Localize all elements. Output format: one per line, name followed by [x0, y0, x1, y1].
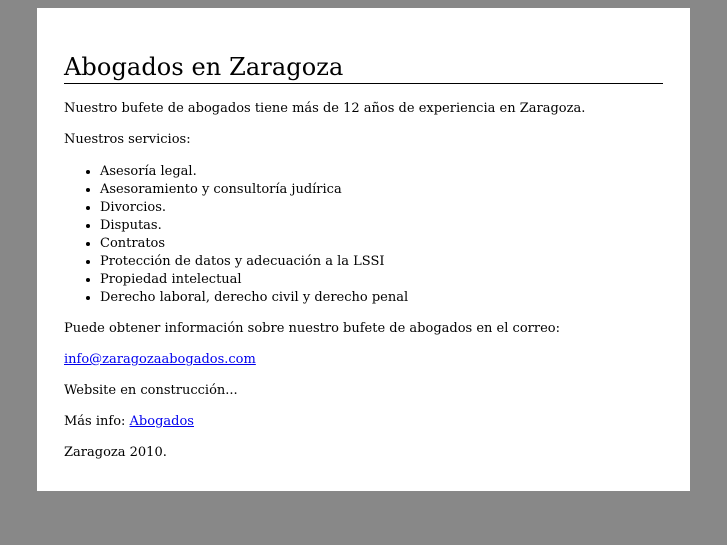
list-item: • Divorcios.	[100, 199, 663, 217]
list-item: • Disputas.	[100, 217, 663, 235]
list-item: • Protección de datos y adecuación a la LSSI	[100, 253, 663, 271]
list-item: • Asesoría legal.	[100, 163, 663, 181]
content-panel	[37, 8, 690, 491]
services-label: Nuestros servicios:	[64, 132, 191, 147]
more-info-line	[64, 414, 663, 430]
construction-text: Website en construcción...	[64, 383, 238, 398]
services-list	[64, 163, 663, 307]
list-item: • Derecho laboral, derecho civil y derecho penal	[100, 289, 663, 307]
abogados-link[interactable]: Abogados	[129, 414, 194, 429]
email-line	[64, 352, 663, 368]
list-item: • Contratos	[100, 235, 663, 253]
email-link[interactable]: info@zaragozaabogados.com	[64, 352, 256, 367]
contact-text: Puede obtener información sobre nuestro bufete de abogados en el correo:	[64, 321, 560, 336]
more-info-prefix: Más info:	[64, 414, 130, 429]
footer-text: Zaragoza 2010.	[64, 445, 167, 460]
list-item: • Asesoramiento y consultoría judírica	[100, 181, 663, 199]
list-item: • Propiedad intelectual	[100, 271, 663, 289]
intro-text: Nuestro bufete de abogados tiene más de 12 años de experiencia en Zaragoza.	[64, 101, 586, 116]
page-title: Abogados en Zaragoza	[64, 6, 663, 84]
